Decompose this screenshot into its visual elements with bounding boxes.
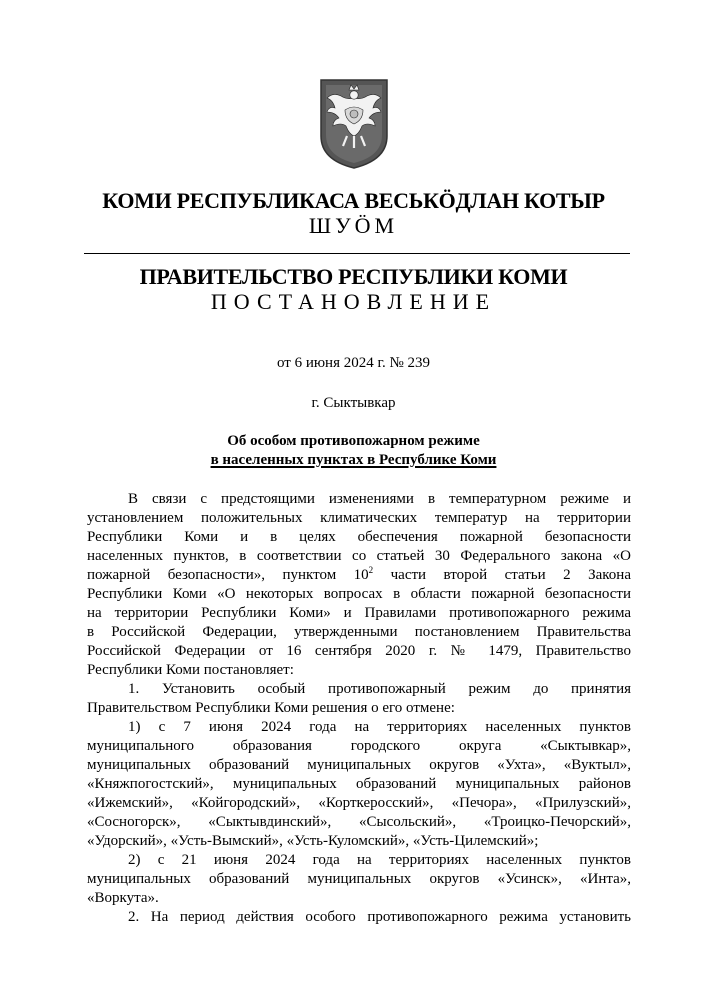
body-line: установлением положительных климатических температур на территории — [87, 510, 631, 526]
body-line: Республики Коми и в целях обеспечения пожарной безопасности — [87, 529, 631, 545]
body-line: 2. На период действия особого противопожарного режима установить — [128, 909, 631, 925]
body-line: «Сосногорск», «Сыктывдинский», «Сысольский», «Троицко-Печорский», — [87, 814, 631, 830]
body-line: Республики Коми постановляет: — [87, 662, 294, 678]
superscript: 2 — [368, 565, 374, 575]
body-line: муниципальных образований муниципальных округов «Ухта», «Вуктыл», — [87, 757, 631, 773]
komi-document-type: ШУӦМ — [308, 213, 399, 238]
body-line: «Княжпогостский», муниципальных образований муниципальных районов — [87, 776, 631, 792]
russian-document-type: ПОСТАНОВЛЕНИЕ — [210, 289, 497, 314]
body-line: на территории Республики Коми» и Правилами противопожарного режима — [87, 605, 631, 621]
body-line: Российской Федерации от 16 сентября 2020 г. № 1479, Правительство — [87, 643, 631, 659]
subject-line-2: в населенных пунктах в Республике Коми — [210, 452, 497, 468]
body-line: муниципального образования городского округа «Сыктывкар», — [87, 738, 631, 754]
body-line: 1. Установить особый противопожарный режим до принятия — [128, 681, 631, 697]
komi-government-title: КОМИ РЕСПУБЛИКАСА ВЕСЬКӦДЛАН КОТЫР — [102, 188, 605, 213]
body-line: Правительством Республики Коми решения о его отмене: — [87, 700, 455, 716]
body-line: «Ижемский», «Койгородский», «Корткеросский», «Печора», «Прилузский», — [87, 795, 631, 811]
body-line: В связи с предстоящими изменениями в температурном режиме и — [128, 491, 631, 507]
body-line-part: пожарной безопасности», пунктом 10 — [87, 567, 369, 583]
russian-government-title: ПРАВИТЕЛЬСТВО РЕСПУБЛИКИ КОМИ — [139, 264, 568, 289]
document-subject — [0, 432, 707, 470]
body-line — [87, 566, 631, 585]
body-line: 1) с 7 июня 2024 года на территориях населенных пунктов — [128, 719, 631, 735]
subject-line-1: Об особом противопожарном режиме — [227, 433, 480, 449]
document-city: г. Сыктывкар — [311, 395, 396, 411]
body-line: 2) с 21 июня 2024 года на территориях населенных пунктов — [128, 852, 631, 868]
header-divider — [84, 253, 630, 254]
komi-coat-of-arms-emblem — [319, 78, 389, 170]
body-line: «Воркута». — [87, 890, 159, 906]
document-date-number: от 6 июня 2024 г. № 239 — [276, 355, 431, 371]
body-line-part: части второй статьи 2 Закона — [373, 567, 631, 583]
body-line: муниципальных образований муниципальных округов «Усинск», «Инта», — [87, 871, 631, 887]
body-line: «Удорский», «Усть-Вымский», «Усть-Куломский», «Усть-Цилемский»; — [87, 833, 539, 849]
body-line: Республики Коми «О некоторых вопросах в области пожарной безопасности — [87, 586, 631, 602]
body-line: в Российской Федерации, утвержденными постановлением Правительства — [87, 624, 631, 640]
body-line: населенных пунктов, в соответствии со статьей 30 Федерального закона «О — [87, 548, 631, 564]
